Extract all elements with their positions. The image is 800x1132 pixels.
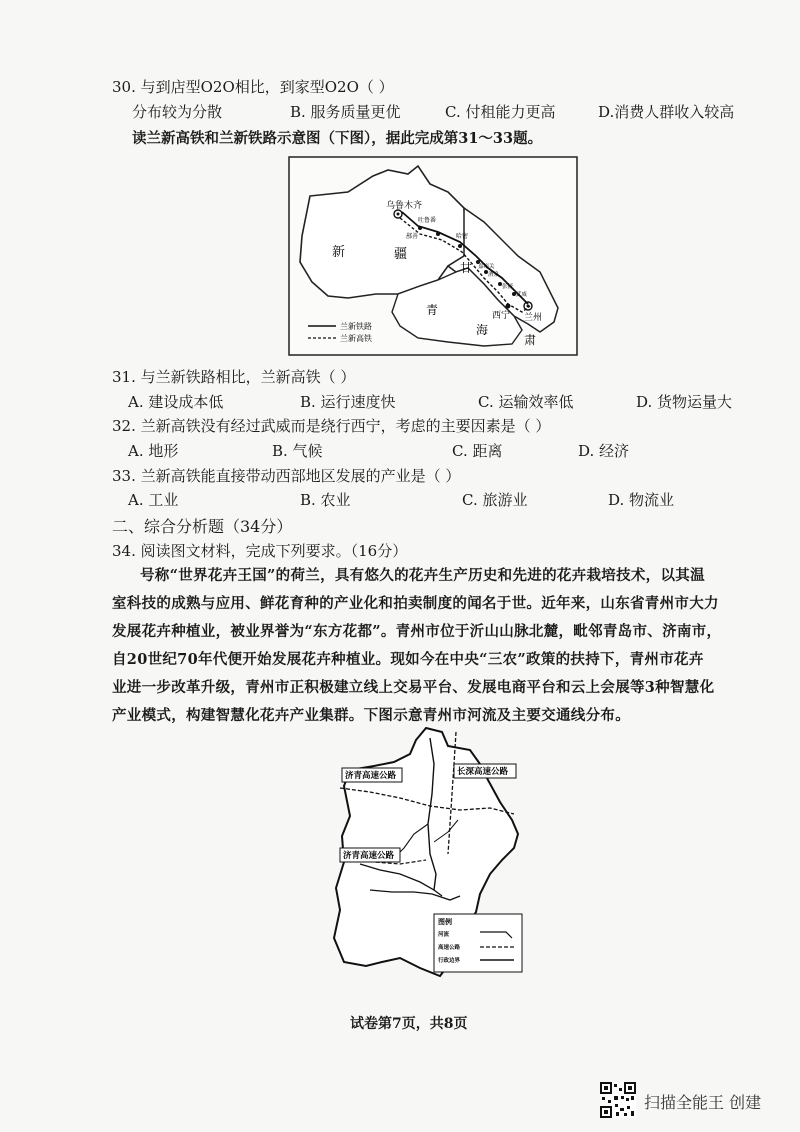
q31-option-d: D. 货物运量大 [636,393,733,411]
qr-code-icon [600,1082,636,1118]
label-jiayuguan: 嘉峪关 [478,264,495,270]
q30-option-c: C. 付租能力更高 [445,103,556,121]
q34-line-2: 室科技的成熟与应用、鲜花育种的产业化和拍卖制度的闻名于世。近年来，山东省青州市大力 [112,595,719,612]
lanxin-railway-map [288,156,578,356]
label-jiqing-highway-1: 济青高速公路 [345,771,397,781]
intro-31-33: 读兰新高铁和兰新铁路示意图（下图），据此完成第31～33题。 [132,130,543,147]
q30-stem: 30. 与到店型O2O相比，到家型O2O（ ） [112,78,394,96]
legend-river: 河流 [438,932,450,938]
legend-title: 图例 [438,918,452,926]
label-urumqi: 乌鲁木齐 [386,201,423,211]
q31-option-b: B. 运行速度快 [300,393,396,411]
q32-option-d: D. 经济 [578,442,630,460]
q33-option-a: A. 工业 [128,491,179,509]
label-qing: 青 [426,303,439,317]
label-jiqing-highway-2: 济青高速公路 [343,851,395,861]
label-hai: 海 [476,323,489,337]
legend-boundary: 行政边界 [438,958,461,964]
label-su: 肃 [524,333,537,347]
label-zhangye: 张掖 [502,284,514,290]
q34-line-5: 业进一步改革升级，青州市正积极建立线上交易平台、发展电商平台和云上会展等3种智慧化 [112,679,715,696]
label-xin: 新 [332,245,346,260]
label-gan: 甘 [460,261,473,275]
label-wuwei: 武威 [516,292,528,298]
page-number: 试卷第7页，共8页 [350,1016,468,1032]
label-turpan: 吐鲁番 [418,217,437,224]
label-jiang: 疆 [394,247,408,262]
legend-railway: 兰新铁路 [340,322,372,331]
q30-option-a: 分布较为分散 [132,103,223,121]
q34-paragraph [112,562,740,730]
q31-option-c: C. 运输效率低 [478,393,574,411]
legend-hsr: 兰新高铁 [340,334,372,343]
label-xining: 西宁 [492,311,511,321]
q32-stem: 32. 兰新高铁没有经过武威而是绕行西宁，考虑的主要因素是（ ） [112,417,551,435]
q33-option-c: C. 旅游业 [462,491,528,509]
q31-stem: 31. 与兰新铁路相比，兰新高铁（ ） [112,368,356,386]
q33-option-d: D. 物流业 [608,491,675,509]
q34-line-3: 发展花卉种植业，被业界誉为“东方花都”。青州市位于沂山山脉北麓，毗邻青岛市、济南市， [112,623,722,640]
label-jiuquan: 酒泉 [488,272,500,278]
q30-option-b: B. 服务质量更优 [290,103,401,121]
q33-stem: 33. 兰新高铁能直接带动西部地区发展的产业是（ ） [112,467,461,485]
q34-line-6: 产业模式，构建智慧化花卉产业集群。下图示意青州市河流及主要交通线分布。 [112,707,630,724]
q33-option-b: B. 农业 [300,491,351,509]
qingzhou-map [330,724,530,984]
q34-stem: 34. 阅读图文材料，完成下列要求。（16分） [112,542,408,560]
q32-option-a: A. 地形 [128,442,179,460]
q30-option-d: D.消费人群收入较高 [598,103,735,121]
legend-highway: 高速公路 [438,945,461,951]
q34-line-4: 自20世纪70年代便开始发展花卉种植业。现如今在中央“三农”政策的扶持下，青州市花卉 [112,651,704,668]
label-changshen-highway: 长深高速公路 [457,767,509,777]
q32-option-c: C. 距离 [452,442,503,460]
label-shanshan: 鄯善 [406,233,419,240]
q32-option-b: B. 气候 [272,442,323,460]
label-hami: 哈密 [456,233,469,240]
q34-line-1: 号称“世界花卉王国”的荷兰，具有悠久的花卉生产历史和先进的花卉栽培技术，以其温 [140,567,705,584]
q31-option-a: A. 建设成本低 [128,393,224,411]
label-lanzhou: 兰州 [524,313,543,323]
scanner-brand: 扫描全能王 创建 [644,1093,762,1112]
section-2-title: 二、综合分析题（34分） [112,517,293,536]
